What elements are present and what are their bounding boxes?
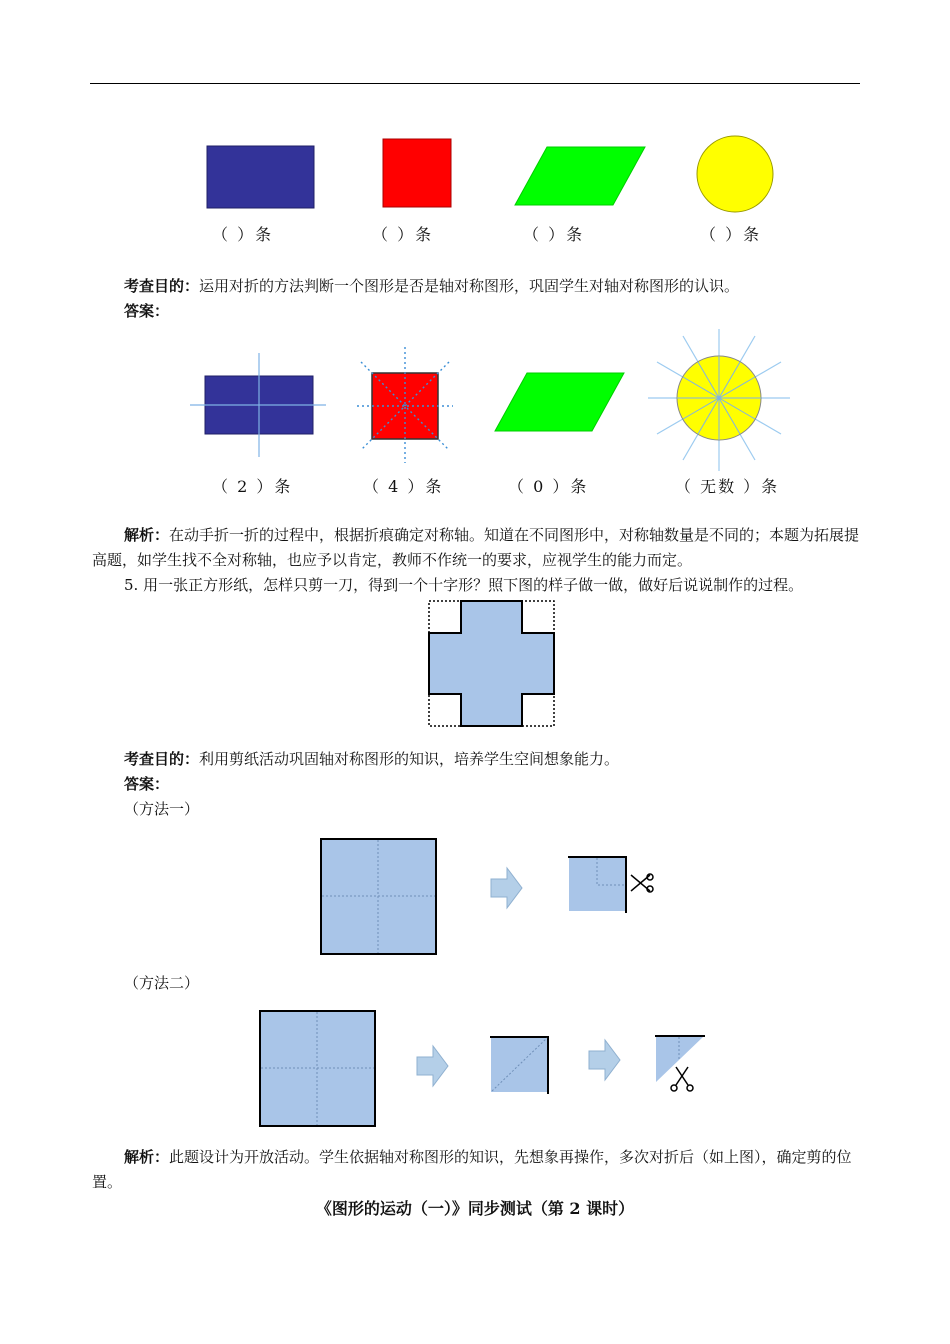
yellow-circle — [697, 136, 773, 212]
purpose-line-q5 — [124, 747, 619, 771]
analysis-paragraph-q5 — [92, 1145, 860, 1195]
folded-triangle — [656, 1036, 704, 1082]
purpose-text: 运用对折的方法判断一个图形是否是轴对称图形，巩固学生对轴对称图形的认识。 — [199, 277, 740, 295]
scissors-icon — [671, 1067, 693, 1091]
method-two-label: （方法二） — [124, 974, 200, 992]
analysis-label: 解析： — [124, 1148, 170, 1166]
green-parallelogram — [515, 147, 645, 205]
arrow-icon — [417, 1046, 448, 1086]
green-parallelogram-answer — [495, 373, 624, 431]
answer-label-q5: 答案： — [124, 775, 170, 793]
analysis-label: 解析： — [124, 526, 170, 544]
method-one-figure — [0, 835, 950, 960]
analysis-text: 此题设计为开放活动。学生依据轴对称图形的知识，先想象再操作，多次对折后（如上图），确定剪的位置。 — [92, 1148, 852, 1191]
scissors-icon — [631, 874, 653, 892]
answer-caption-rectangle: （ 2 ）条 — [212, 477, 293, 496]
blank-caption-square: （ ）条 — [372, 225, 434, 244]
arrow-icon — [491, 868, 522, 908]
question-shapes-row — [0, 130, 950, 230]
purpose-label: 考查目的： — [124, 277, 200, 295]
answer-label-q4: 答案： — [124, 302, 170, 320]
cross-figure — [428, 600, 558, 730]
analysis-paragraph-q4 — [92, 523, 860, 573]
blue-rectangle — [207, 146, 314, 208]
answer-shapes-row — [0, 325, 950, 475]
purpose-label: 考查目的： — [124, 750, 200, 768]
method-one-label: （方法一） — [124, 800, 200, 818]
blank-caption-circle: （ ）条 — [700, 225, 762, 244]
answer-caption-circle: （ 无数 ）条 — [675, 477, 780, 496]
method-two-figure — [0, 1005, 950, 1130]
blue-cross — [429, 601, 554, 726]
blank-caption-rectangle: （ ）条 — [212, 225, 274, 244]
answer-caption-square: （ 4 ）条 — [363, 477, 444, 496]
answer-caption-parallelogram: （ 0 ）条 — [508, 477, 589, 496]
header-rule — [90, 83, 860, 84]
question-5-prompt: 5. 用一张正方形纸，怎样只剪一刀，得到一个十字形？照下图的样子做一做，做好后说说制作的过程。 — [124, 576, 804, 594]
section-title: 《图形的运动（一）》同步测试（第 2 课时） — [315, 1199, 635, 1218]
red-square — [383, 139, 451, 207]
blank-caption-parallelogram: （ ）条 — [523, 225, 585, 244]
arrow-icon — [589, 1040, 620, 1080]
purpose-line-q4 — [124, 274, 739, 298]
purpose-text: 利用剪纸活动巩固轴对称图形的知识，培养学生空间想象能力。 — [199, 750, 620, 768]
analysis-text: 在动手折一折的过程中，根据折痕确定对称轴。知道在不同图形中，对称轴数量是不同的；本题为拓展提高题，如学生找不全对称轴，也应予以肯定，教师不作统一的要求，应视学生的能力而定。 — [92, 526, 860, 569]
